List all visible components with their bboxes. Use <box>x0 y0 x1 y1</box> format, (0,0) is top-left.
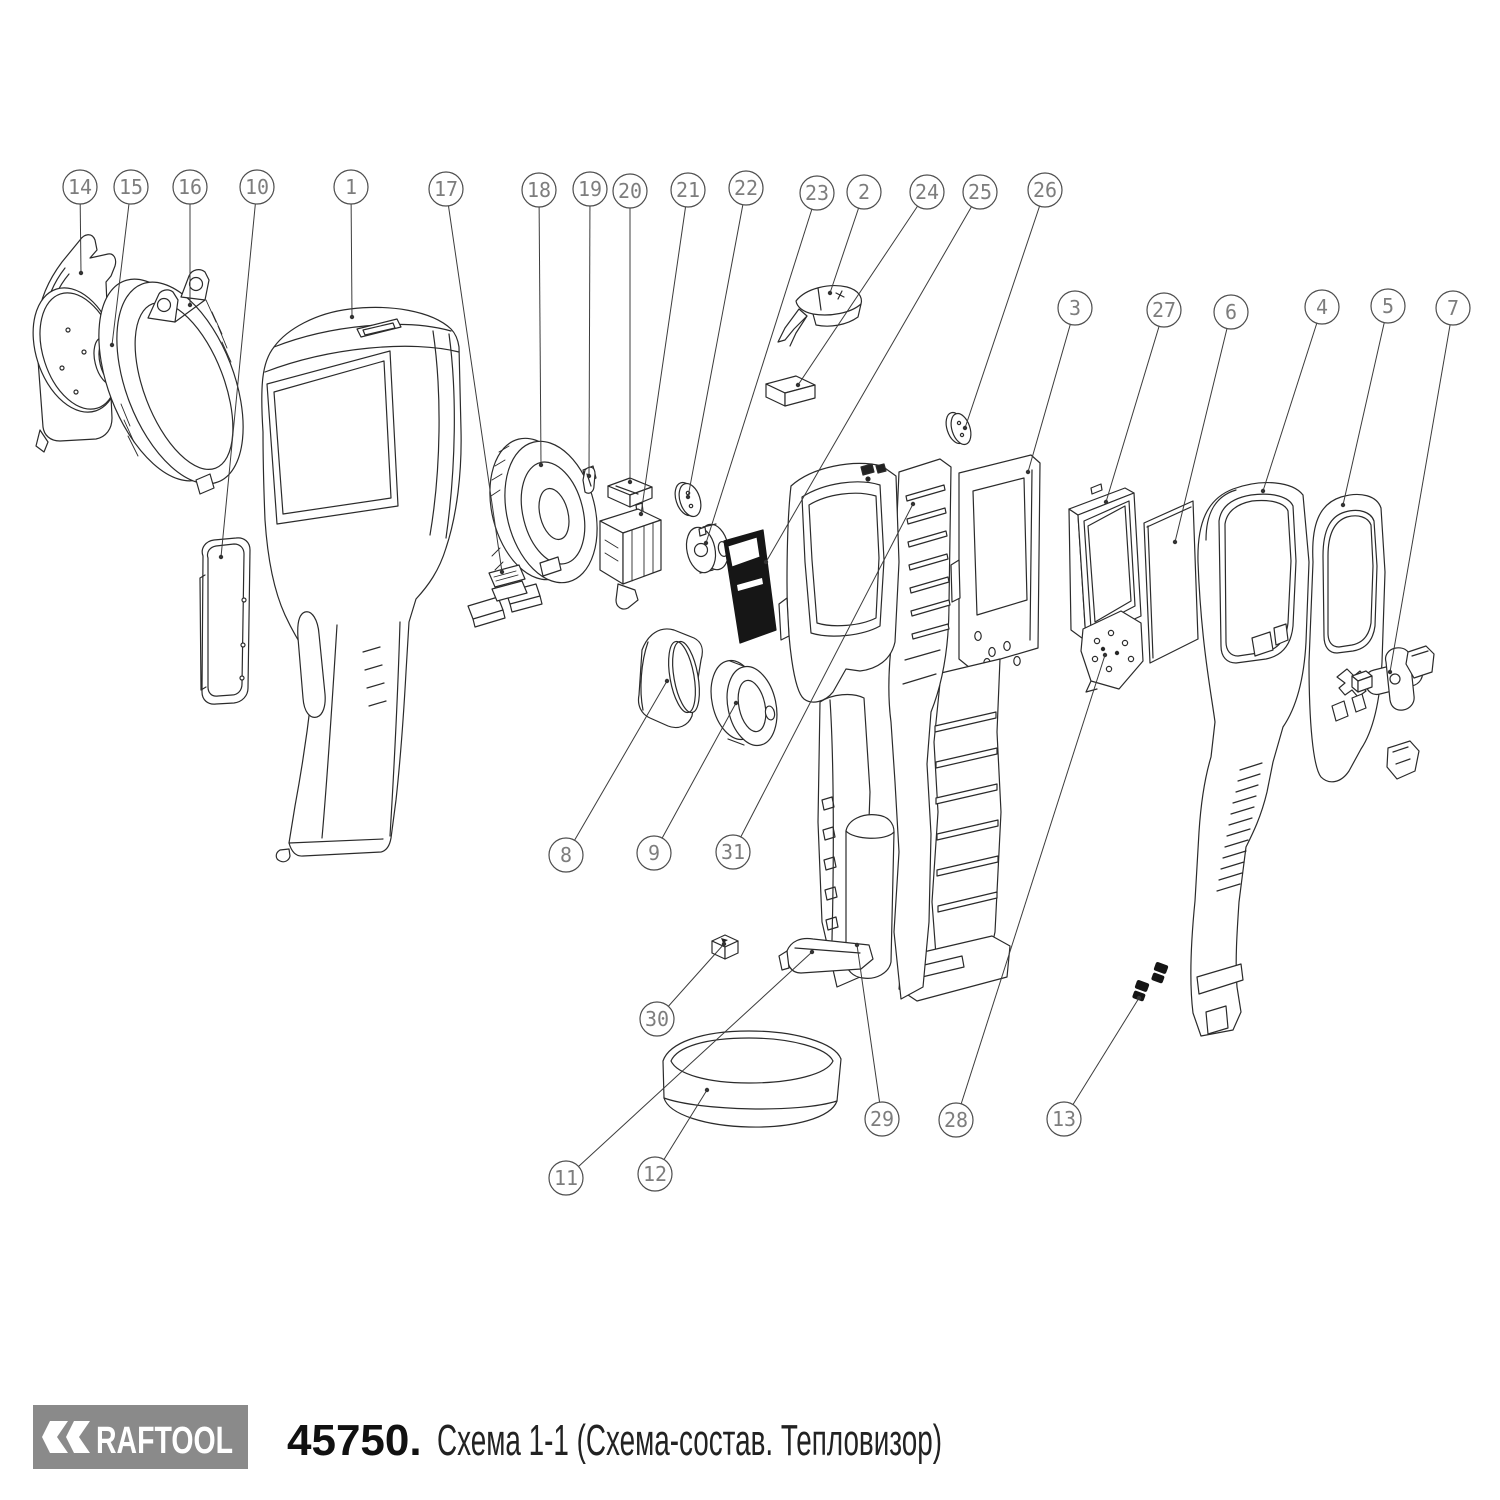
leader-dot-4 <box>1261 489 1265 493</box>
callout-number-26: 26 <box>1032 178 1058 202</box>
part-22-oval-plate <box>671 480 705 520</box>
leader-dot-20 <box>628 480 632 484</box>
leader-dot-14 <box>79 271 83 275</box>
callout-number-15: 15 <box>118 175 144 199</box>
leader-dot-6 <box>1173 540 1177 544</box>
callout-number-22: 22 <box>733 176 759 200</box>
leader-line-13 <box>1064 998 1139 1119</box>
leader-dot-21 <box>639 512 643 516</box>
callout-number-31: 31 <box>720 840 746 864</box>
leader-line-8 <box>566 681 667 855</box>
callout-number-14: 14 <box>67 175 93 199</box>
leader-dot-11 <box>810 950 814 954</box>
leader-dot-9 <box>734 701 738 705</box>
leader-dot-2 <box>828 291 832 295</box>
leader-line-27 <box>1106 310 1164 502</box>
part-4-rear-housing <box>1191 483 1309 1036</box>
leader-dot-3 <box>1026 470 1030 474</box>
callout-number-8: 8 <box>559 843 573 867</box>
callout-number-13: 13 <box>1051 1107 1077 1131</box>
callout-number-18: 18 <box>526 178 552 202</box>
leader-line-21 <box>641 190 688 514</box>
part-13-screws <box>1131 961 1169 1001</box>
callout-number-23: 23 <box>804 181 830 205</box>
leader-dot-12 <box>705 1088 709 1092</box>
callout-number-12: 12 <box>642 1162 668 1186</box>
leader-dot-17 <box>500 570 504 574</box>
callout-number-2: 2 <box>857 180 871 204</box>
callout-number-10: 10 <box>244 175 270 199</box>
callout-number-20: 20 <box>617 179 643 203</box>
part-30-switch <box>712 935 738 959</box>
leader-dot-13 <box>1137 996 1141 1000</box>
part-5-screen-bezel <box>1309 494 1385 781</box>
leader-line-1 <box>351 187 352 317</box>
footer <box>33 1405 942 1469</box>
brand-logo-text: RAFTOOL <box>96 1420 233 1462</box>
callout-number-29: 29 <box>869 1107 895 1131</box>
leader-line-22 <box>688 188 746 497</box>
leader-dot-31 <box>911 502 915 506</box>
callout-number-7: 7 <box>1446 296 1460 320</box>
schema-code: 45750. <box>287 1416 422 1465</box>
callout-number-1: 1 <box>344 175 358 199</box>
leader-dot-28 <box>1103 653 1107 657</box>
part-18-lens-ring <box>468 428 611 627</box>
leader-dot-8 <box>665 679 669 683</box>
parts-lineart <box>18 235 1434 1127</box>
part-21-pcb-module <box>600 503 661 609</box>
callout-number-27: 27 <box>1151 298 1177 322</box>
callout-number-25: 25 <box>967 180 993 204</box>
callout-number-4: 4 <box>1315 295 1329 319</box>
callout-number-21: 21 <box>675 178 701 202</box>
leader-line-19 <box>589 189 590 476</box>
leader-dot-25 <box>764 560 768 564</box>
callout-number-6: 6 <box>1224 300 1238 324</box>
part-1-front-housing <box>262 307 461 861</box>
leader-dot-18 <box>539 463 543 467</box>
leader-dot-5 <box>1341 503 1345 507</box>
part-2-trigger-cover <box>778 286 861 346</box>
part-6-glass-sheet <box>1144 501 1198 663</box>
callout-number-17: 17 <box>433 177 459 201</box>
leader-dot-15 <box>110 343 114 347</box>
leader-dot-19 <box>587 474 591 478</box>
leader-dot-1 <box>350 315 354 319</box>
leader-line-5 <box>1343 306 1388 505</box>
callout-number-19: 19 <box>577 177 603 201</box>
part-12-bottom-boot <box>663 1031 841 1127</box>
leader-line-3 <box>1028 308 1075 472</box>
leader-line-18 <box>539 190 541 465</box>
part-24-block <box>766 376 815 406</box>
leader-line-4 <box>1263 307 1322 491</box>
front-internal-shell <box>779 463 899 702</box>
leader-line-26 <box>965 190 1045 428</box>
leader-dot-26 <box>963 426 967 430</box>
callout-number-5: 5 <box>1381 294 1395 318</box>
callout-number-28: 28 <box>943 1108 969 1132</box>
callout-number-16: 16 <box>177 175 203 199</box>
callout-number-11: 11 <box>553 1166 579 1190</box>
schema-title: Схема 1-1 (Схема-состав. Тепловизор) <box>437 1416 942 1465</box>
leader-dot-24 <box>796 383 800 387</box>
callout-number-3: 3 <box>1068 296 1082 320</box>
leader-dot-16 <box>188 303 192 307</box>
leader-dot-7 <box>1388 670 1392 674</box>
callout-number-9: 9 <box>647 841 661 865</box>
part-10-side-cover-strip <box>200 538 250 704</box>
part-9-grommet-ring <box>704 656 784 750</box>
leader-line-7 <box>1390 308 1453 672</box>
leader-dot-29 <box>855 943 859 947</box>
leader-dot-23 <box>704 541 708 545</box>
leader-dot-30 <box>722 942 726 946</box>
part-25-display-ribbon <box>724 530 776 643</box>
leader-dot-10 <box>219 555 223 559</box>
callout-number-24: 24 <box>914 180 940 204</box>
leader-dot-22 <box>686 495 690 499</box>
callout-number-30: 30 <box>644 1007 670 1031</box>
leader-dot-27 <box>1104 500 1108 504</box>
